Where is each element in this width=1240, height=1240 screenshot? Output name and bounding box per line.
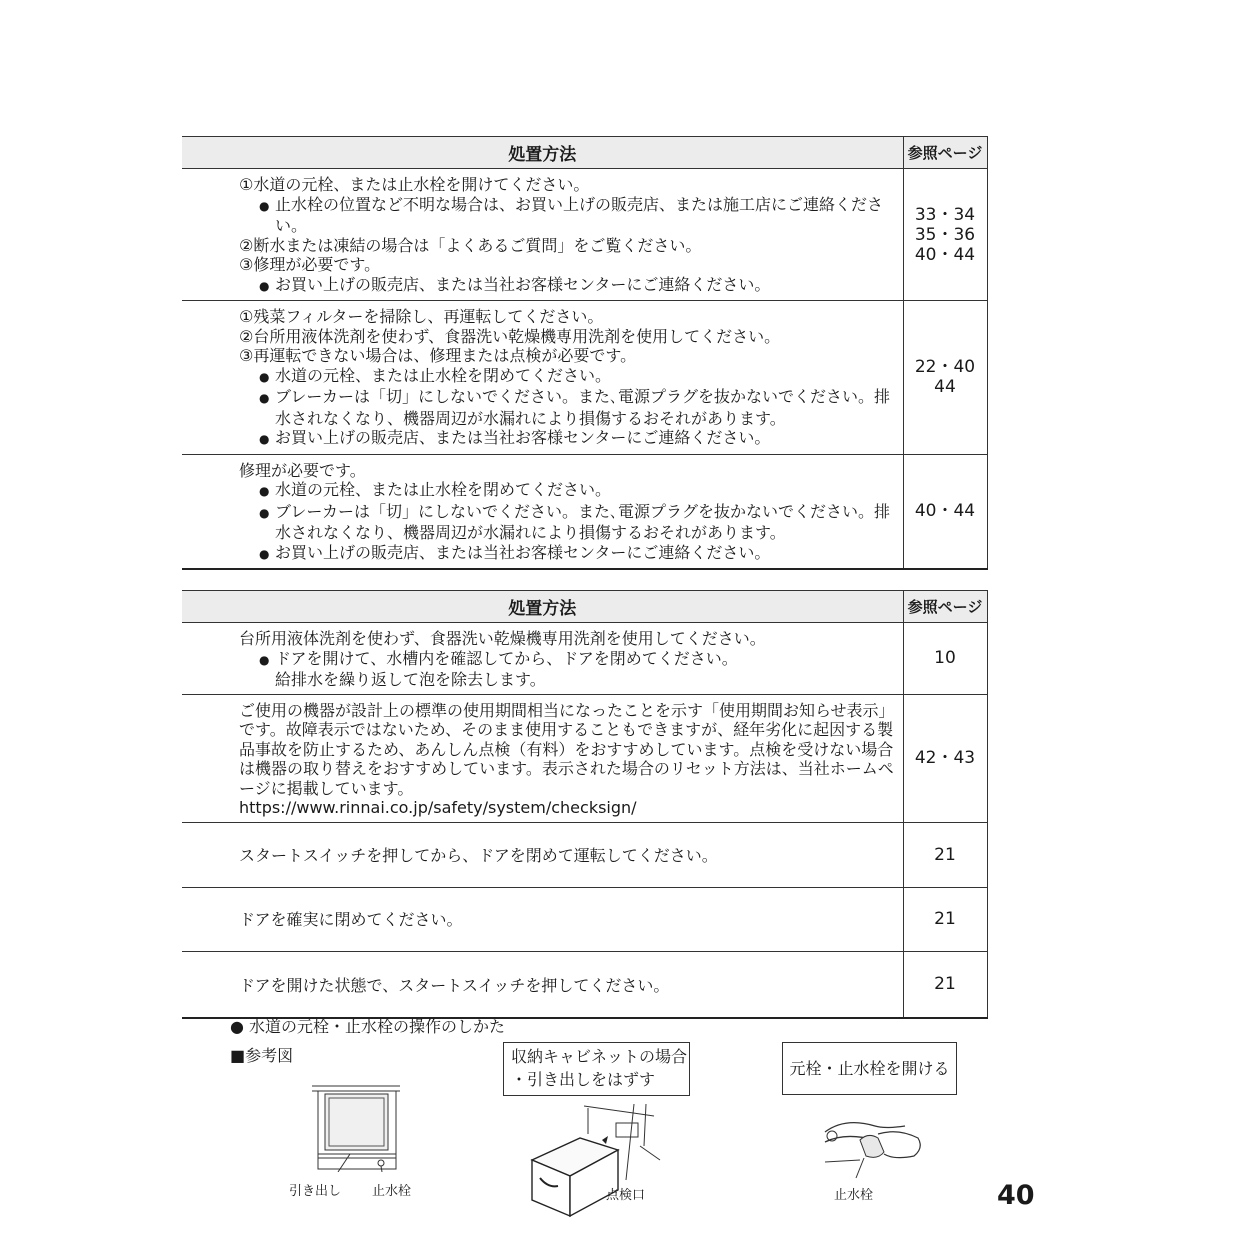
ref-page-value: 21 [934,974,956,995]
method-text: ③修理が必要です。 [239,255,381,274]
method-text: ご使用の機器が設計上の標準の使用期間相当になったことを示す「使用期間お知らせ表示」です。故障表示ではないため、そのまま使用することもできますが、経年劣化に起因する製品事故を防止するため、あんしん点検（有料）をおすすめしています。点検を受けない場合は機器の取り替えをおすすめしています。表示された場合のリセット方法は、当社ホームページに掲載しています。 [239,700,895,798]
ref-page-value: 22・40 [914,357,976,378]
troubleshooting-table-1 [182,136,988,570]
method-text: ドアを確実に閉めてください。 [239,910,463,930]
inspection-port-label: 点検口 [606,1188,646,1203]
open-valve-box: 元栓・止水栓を開ける [782,1042,957,1095]
box1-line1: 収納キャビネットの場合 [511,1047,688,1066]
method-text: ③再運転できない場合は、修理または点検が必要です。 [239,346,637,365]
ref-page-cell [903,623,987,695]
valve-label-2: 止水栓 [834,1188,874,1203]
table-row [182,822,987,887]
method-text: ②断水または凍結の場合は「よくあるご質問」をご覧ください。 [239,235,702,255]
method-cell [182,169,903,301]
troubleshooting-table-2 [182,590,988,1019]
bullet-item: ● お買い上げの販売店、または当社お客様センターにご連絡ください。 [239,428,899,450]
dishwasher-cabinet-illustration [310,1082,405,1172]
table-row [182,951,987,1018]
method-text: ①水道の元栓、または止水栓を開けてください。 [239,175,590,194]
method-cell [182,887,903,951]
header-method: 処置方法 [182,591,903,623]
ref-page-value: 44 [934,377,956,398]
method-text: ①残菜フィルターを掃除し、再運転してください。 [239,307,604,326]
bullet-item: ● ブレーカーは「切」にしないでください。また､電源プラグを抜かないでください。排水されなくなり、機器周辺が水漏れにより損傷するおそれがあります。 [239,387,899,428]
ref-page-cell [903,301,987,455]
header-ref-page: 参照ページ [903,137,987,169]
method-cell [182,623,903,695]
valve-operation-note: ● 水道の元栓・止水栓の操作のしかた [230,1017,506,1036]
table-row [182,694,987,822]
bullet-item: ● ドアを開けて、水槽内を確認してから、ドアを閉めてください。 [239,649,899,671]
method-cell [182,822,903,887]
bullet-item: ● 水道の元栓、または止水栓を閉めてください。 [239,480,899,502]
bullet-item: ● お買い上げの販売店、または当社お客様センターにご連絡ください。 [239,543,899,565]
bullet-item: ● ブレーカーは「切」にしないでください。また､電源プラグを抜かないでください。排水されなくなり、機器周辺が水漏れにより損傷するおそれがあります。 [239,502,899,543]
table-row [182,887,987,951]
ref-page-value: 42・43 [914,748,976,768]
ref-page-value: 40・44 [914,244,976,265]
header-ref-page: 参照ページ [903,591,987,623]
bullet-item: ● お買い上げの販売店、または当社お客様センターにご連絡ください。 [239,275,899,297]
table-row [182,301,987,455]
ref-page-cell [903,169,987,301]
method-text: ②台所用液体洗剤を使わず、食器洗い乾燥機専用洗剤を使用してください。 [239,326,781,346]
ref-page-value: 35・36 [914,224,976,245]
ref-page-cell [903,951,987,1018]
page-number: 40 [997,1180,1035,1211]
table-row [182,623,987,695]
header-method: 処置方法 [182,137,903,169]
ref-page-value: 21 [934,909,956,929]
ref-page-value: 33・34 [914,204,976,225]
hand-opening-valve-illustration [820,1112,930,1182]
ref-page-cell [903,694,987,822]
ref-page-cell [903,887,987,951]
ref-page-cell [903,454,987,569]
bullet-item: ● 止水栓の位置など不明な場合は、お買い上げの販売店、または施工店にご連絡ください。 [239,195,899,236]
method-text: 修理が必要です。 [239,460,366,480]
reference-figure-heading: ■参考図 [230,1046,294,1065]
bullet-item: ● 水道の元栓、または止水栓を閉めてください。 [239,366,899,388]
method-text: https://www.rinnai.co.jp/safety/system/checksign/ [239,798,637,817]
method-cell [182,694,903,822]
ref-page-cell [903,822,987,887]
valve-label: 止水栓 [372,1184,412,1199]
table-row [182,169,987,301]
method-cell [182,301,903,455]
method-text: ドアを開けた状態で、スタートスイッチを押してください。 [239,975,670,995]
ref-page-value: 40・44 [914,501,976,522]
method-cell [182,454,903,569]
ref-page-value: 10 [934,648,956,669]
table1-body [182,169,987,570]
method-text: 給排水を繰り返して泡を除去します。 [275,670,546,689]
method-text: スタートスイッチを押してから、ドアを閉めて運転してください。 [239,845,718,865]
ref-page-value: 21 [934,844,956,865]
table-row [182,454,987,569]
box1-line2: ・引き出しをはずす [511,1070,656,1089]
method-text: 台所用液体洗剤を使わず、食器洗い乾燥機専用洗剤を使用してください。 [239,629,766,648]
drawer-label: 引き出し [289,1184,342,1199]
table2-body [182,623,987,1019]
method-cell [182,951,903,1018]
cabinet-instruction-box [503,1042,690,1096]
